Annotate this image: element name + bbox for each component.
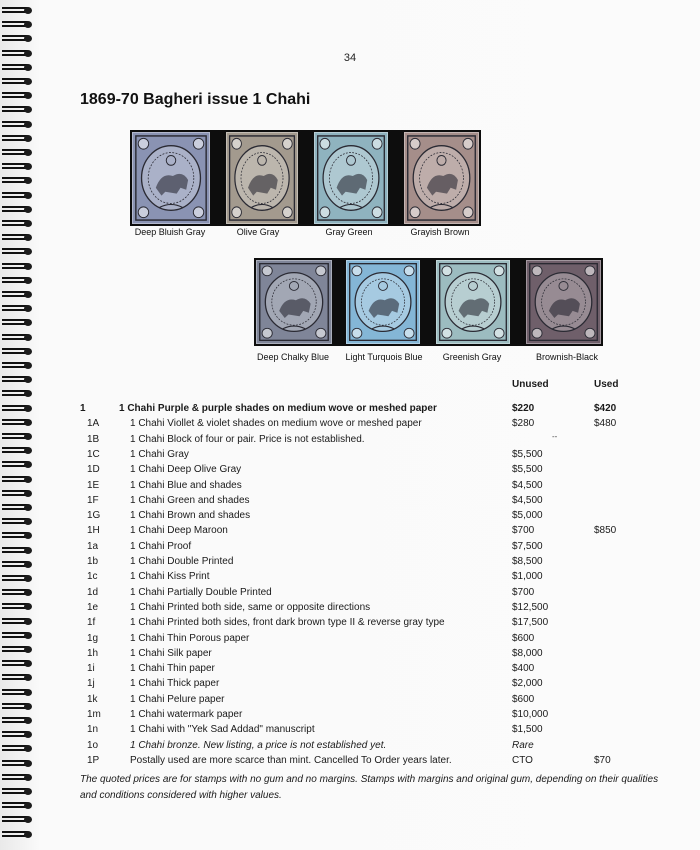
binding-coil [2,120,34,129]
unused-column-header: Unused [512,379,549,390]
stamp-caption: Deep Bluish Gray [134,227,206,237]
catalog-number: 1A [87,418,100,430]
used-price: $420 [594,403,617,414]
unused-price: $4,500 [512,479,543,491]
catalog-number: 1m [87,709,101,720]
table-row [0,556,700,571]
stamp-description: 1 Chahi watermark paper [130,709,243,720]
unused-price: $600 [512,632,535,644]
stamp-description: 1 Chahi Purple & purple shades on medium wove or meshed paper [119,403,437,414]
table-row [0,602,700,617]
stamp-description: 1 Chahi Pelure paper [130,693,225,705]
unused-price: $400 [512,663,535,675]
catalog-number: 1b [87,556,99,567]
unused-price: $7,500 [512,540,543,552]
binding-coil [2,830,34,839]
table-row [0,571,700,586]
catalog-number: 1d [87,586,99,598]
stamp-description: 1 Chahi Blue and shades [130,479,242,491]
stamp-description: 1 Chahi Thin Porous paper [130,632,250,644]
binding-coil [2,63,34,72]
table-row [0,449,700,464]
stamp-description: 1 Chahi Proof [130,540,192,552]
used-price: $480 [594,418,617,430]
stamp-description: 1 Chahi Thin paper [130,663,215,675]
stamp-caption: Grayish Brown [410,227,470,237]
unused-price: $8,500 [512,556,543,567]
stamp-image [404,132,479,224]
binding-coil [2,91,34,100]
catalog-number: 1n [87,724,99,736]
catalog-number: 1o [87,739,99,751]
stamp-caption: Greenish Gray [442,352,502,362]
stamp-description: 1 Chahi bronze. New listing, a price is not established yet. [130,739,387,751]
stamp-image [132,132,210,224]
stamp-image [436,260,510,344]
unused-price: $17,500 [512,617,549,629]
table-row [0,709,700,724]
unused-price: $2,000 [512,678,543,690]
table-row [0,525,700,540]
stamp-caption: Deep Chalky Blue [256,352,330,362]
catalog-number: 1D [87,464,100,476]
catalog-number: 1C [87,448,100,460]
binding-coil [2,290,34,299]
unused-price: $220 [512,403,535,414]
stamp-description: Postally used are more scarce than mint. Cancelled To Order years later. [130,754,452,766]
stamp-description: 1 Chahi Thick paper [130,678,220,690]
binding-coil [2,318,34,327]
table-row [0,724,700,739]
stamp-strip-2 [254,258,603,346]
catalog-number: 1e [87,601,99,613]
unused-price: $12,500 [512,601,549,613]
stamp-caption: Light Turquois Blue [345,352,423,362]
catalog-number: 1i [87,663,95,675]
stamp-image [526,260,601,344]
unused-price: $280 [512,418,535,430]
catalog-number: 1j [87,678,95,690]
stamp-description: 1 Chahi Silk paper [130,647,212,659]
table-row [0,418,700,433]
binding-coil [2,148,34,157]
binding-coil [2,191,34,200]
stamp-description: 1 Chahi Gray [130,448,189,460]
binding-coil [2,6,34,15]
binding-coil [2,347,34,356]
stamp-description: 1 Chahi Deep Olive Gray [130,464,242,476]
catalog-number: 1g [87,632,99,644]
catalog-number: 1k [87,693,98,705]
unused-price: $10,000 [512,709,549,720]
binding-coil [2,787,34,796]
unused-price: $5,000 [512,510,543,522]
binding-coil [2,276,34,285]
stamp-description: 1 Chahi Kiss Print [130,571,210,583]
table-row [0,480,700,495]
page-number: 34 [343,52,357,64]
table-row [0,403,700,418]
footnote: The quoted prices are for stamps with no gum and no margins. Stamps with margins and original gum, depending on their qualities and conditions considered with higher values. [80,774,659,801]
unused-price: $1,500 [512,724,543,736]
table-row [0,663,700,678]
used-price: $850 [594,525,617,537]
table-row [0,464,700,479]
binding-coil [2,247,34,256]
stamp-caption: Brownish-Black [535,352,599,362]
unused-price: $5,500 [512,448,543,460]
unused-price: CTO [512,754,533,766]
stamp-description: 1 Chahi Printed both side, same or opposite directions [130,601,371,613]
stamp-image [314,132,388,224]
binding-coil [2,375,34,384]
unused-price: $4,500 [512,494,543,506]
dash-mark: -- [552,432,558,441]
binding-coil [2,773,34,782]
binding-coil [2,304,34,313]
binding-coil [2,801,34,810]
stamp-description: 1 Chahi Partially Double Printed [130,586,272,598]
binding-coil [2,77,34,86]
stamp-caption: Olive Gray [236,227,280,237]
catalog-number: 1h [87,647,99,659]
page-heading: 1869-70 Bagheri issue 1 Chahi [80,91,311,108]
stamp-description: 1 Chahi Block of four or pair. Price is not established. [130,433,365,445]
table-row [0,648,700,663]
catalog-number: 1F [87,494,99,506]
unused-price: $8,000 [512,647,543,659]
binding-coil [2,176,34,185]
binding-coil [2,815,34,824]
binding-coil [2,361,34,370]
binding-coil [2,219,34,228]
binding-coil [2,162,34,171]
stamp-description: 1 Chahi Deep Maroon [130,525,228,537]
binding-coil [2,205,34,214]
unused-price: $5,500 [512,464,543,476]
binding-coil [2,333,34,342]
catalog-number: 1H [87,525,100,537]
catalog-number: 1 [80,403,86,414]
stamp-description: 1 Chahi Printed both sides, front dark brown type II & reverse gray type [130,617,445,629]
stamp-strip-1 [130,130,481,226]
table-row [0,510,700,525]
table-row [0,633,700,648]
table-row [0,495,700,510]
catalog-number: 1c [87,571,98,583]
stamp-description: 1 Chahi Double Printed [130,556,234,567]
catalog-number: 1f [87,617,96,629]
binding-coil [2,233,34,242]
binding-coil [2,262,34,271]
table-row [0,434,700,449]
stamp-caption: Gray Green [325,227,373,237]
table-row [0,587,700,602]
used-column-header: Used [594,379,619,390]
catalog-number: 1P [87,754,100,766]
stamp-description: 1 Chahi Green and shades [130,494,250,506]
binding-coil [2,34,34,43]
stamp-description: 1 Chahi Viollet & violet shades on medium wove or meshed paper [130,418,422,430]
stamp-description: 1 Chahi Brown and shades [130,510,251,522]
catalog-number: 1E [87,479,100,491]
unused-price: $700 [512,525,535,537]
table-row [0,740,700,755]
binding-coil [2,20,34,29]
binding-coil [2,134,34,143]
binding-coil [2,105,34,114]
table-row [0,617,700,632]
stamp-description: 1 Chahi with "Yek Sad Addad" manuscript [130,724,315,736]
stamp-image [346,260,420,344]
table-row [0,755,700,770]
table-row [0,541,700,556]
catalog-number: 1B [87,433,100,445]
catalog-number: 1G [87,510,101,522]
stamp-image [226,132,298,224]
table-row [0,678,700,693]
catalog-number: 1a [87,540,99,552]
used-price: $70 [594,754,611,766]
unused-price: $600 [512,693,535,705]
table-row [0,694,700,709]
unused-price: Rare [512,739,534,751]
stamp-image [256,260,332,344]
unused-price: $700 [512,586,535,598]
unused-price: $1,000 [512,571,543,583]
binding-coil [2,389,34,398]
